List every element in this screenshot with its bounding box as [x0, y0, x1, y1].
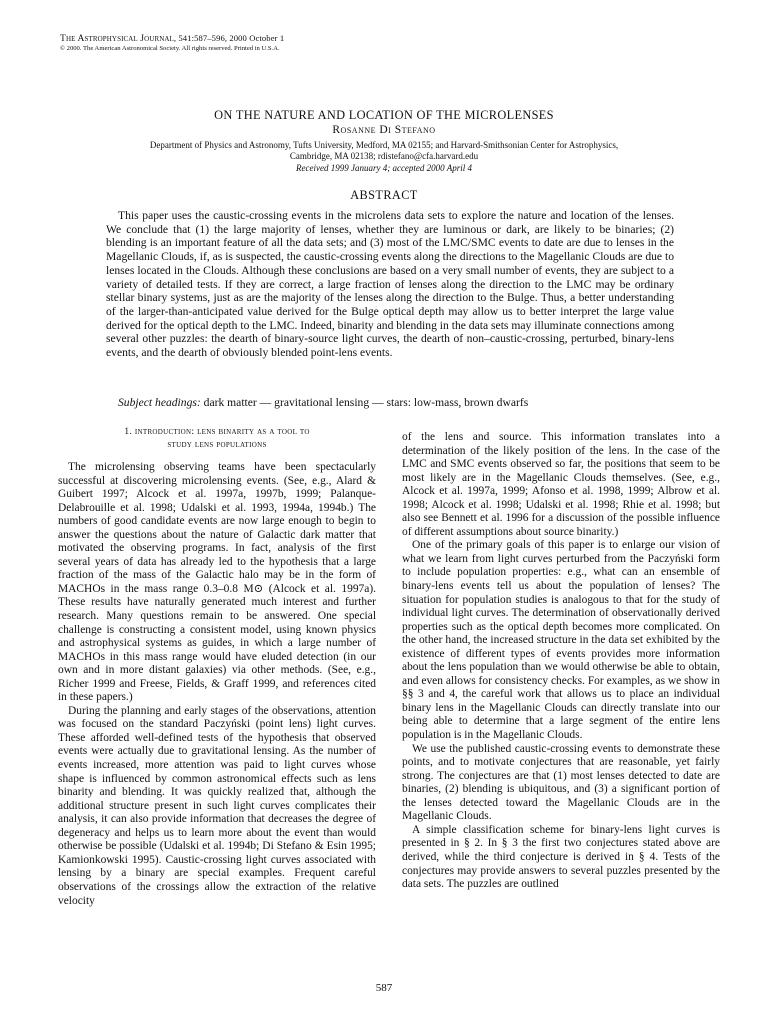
subject-headings: [106, 396, 674, 410]
paper-title: ON THE NATURE AND LOCATION OF THE MICROLENSES: [214, 108, 554, 122]
paragraph: During the planning and early stages of the observations, attention was focused on the standard Paczyński (point lens) light curves. These afforded well-defined tests of the hypothesis that observed events were actually due to gravitational lensing. As the number of events increased, more attention was paid to light curves whose shape is influenced by common astronomical effects such as lens binarity and blending. It was quickly realized that, although the additional structure present in such light curves complicates their analysis, it can also provide information that decreases the degree of degeneracy and helps us to learn more about the event than would otherwise be possible (Udalski et al. 1994b; Di Stefano & Esin 1995; Kamionkowski 1995). Caustic-crossing light curves associated with lensing by a binary are special examples. Frequent careful observations of the crossings allow the extraction of the relative velocity: [58, 704, 376, 907]
author-affiliation: [100, 140, 668, 162]
author-name: Rosanne Di Stefano: [332, 124, 436, 136]
paragraph: The microlensing observing teams have been spectacularly successful at discovering microlensing events. (See, e.g., Alard & Guibert 1997; Alcock et al. 1997a, 1997b, 1999; Palanque-Delabrouille et al. 1998; Udalski et al. 1993, 1994a, 1994b.) The numbers of good candidate events are now large enough to begin to answer the questions about the nature of Galactic dark matter that motivated the observing programs. In fact, analysis of the first several years of data has already led to the hypothesis that a large fraction of the mass of the Galactic halo may be in the form of MACHOs in the mass range 0.3–0.8 M⊙ (Alcock et al. 1997a). These results have naturally generated much interest and further research. Many questions remain to be answered. One special challenge is constructing a consistent model, using known physics and astrophysical systems as guides, in which a large number of MACHOs in this mass range would have eluded detection (in our own and in more distant galaxies) via other methods. (See, e.g., Richer 1999 and Freese, Fields, & Graff 1999, and references cited in these papers.): [58, 461, 376, 704]
affiliation-line-2: Cambridge, MA 02138; rdistefano@cfa.harvard.edu: [289, 151, 479, 161]
section-heading-line-1: 1. introduction: lens binarity as a tool to: [124, 426, 310, 437]
abstract-text: This paper uses the caustic-crossing events in the microlens data sets to explore the nature and location of the lenses. We conclude that (1) the large majority of lenses, whether they are luminous or dark, are likely to be binaries; (2) blending is an important feature of all the data sets; and (3) most of the LMC/SMC events to date are due to lenses in the Magellanic Clouds, if, as is suspected, the caustic-crossing events along the directions to the Magellanic Clouds are due to lenses located in the Clouds. Although these conclusions are based on a very small number of events, they are subject to a variety of detailed tests. If they are correct, a large fraction of lenses along the direction to the LMC may be ordinary stellar binary systems, just as are the majority of the lenses along the direction to the Bulge. Thus, a better understanding of the larger-than-anticipated value derived for the Bulge optical depth may allow us to better interpret the large value derived for the optical depth to the LMC. Indeed, binarity and blending in the data sets may illuminate connections among several other puzzles: the dearth of binary-source light curves, the dearth of non–caustic-crossing, perturbed, binary-lens events, and the dearth of obviously blended point-lens events.: [106, 209, 674, 360]
paragraph: One of the primary goals of this paper is to enlarge our vision of what we learn from light curves perturbed from the Paczyński form to include population properties: e.g., what can an ensemble of binary-lens events tell us about the population of lenses? The situation for population studies is analogous to that for the study of individual light curves. The determination of observationally derived properties such as the optical depth becomes more complicated. On the other hand, the increased structure in the data set exhibited by the existence of different types of events provides more information about the lens population than we would otherwise be able to obtain, and even allows for consistency checks. For examples, as we show in §§ 3 and 4, the careful work that allows us to place an individual binary lens in the Magellanic Clouds can directly translate into our being able to determine that a large segment of the entire lens population is in the Magellanic Clouds.: [402, 539, 720, 742]
affiliation-line-1: Department of Physics and Astronomy, Tufts University, Medford, MA 02155; and Harvard-Smithsonian Center for Astrophysics,: [149, 140, 619, 150]
left-column: [58, 425, 376, 908]
subject-headings-label: Subject headings:: [118, 396, 201, 409]
paragraph: of the lens and source. This information translates into a determination of the likely position of the lens. In the case of the LMC and SMC events observed so far, the positions that seem to be most likely are in the Magellanic Clouds themselves. (See, e.g., Alcock et al. 1997a, 1999; Afonso et al. 1998, 1999; Albrow et al. 1998; Alcock et al. 1998; Udalski et al. 1998; Rhie et al. 1998; but also see Bennett et al. 1996 for a discussion of the possible influence of different assumptions about source binarity.): [402, 431, 720, 538]
paragraph: We use the published caustic-crossing events to demonstrate these points, and to motivate conjectures that are reasonable, yet fairly strong. The conjectures are that (1) most lenses detected to date are binaries, (2) blending is ubiquitous, and (3) a significant portion of the lenses detected toward the Magellanic Clouds are in the Magellanic Clouds.: [402, 742, 720, 823]
paragraph: A simple classification scheme for binary-lens light curves is presented in § 2. In § 3 the first two conjectures stated above are derived, while the third conjecture is derived in § 4. Tests of the conjectures may provide answers to several puzzles presented by the data sets. The puzzles are outlined: [402, 823, 720, 891]
copyright-notice: © 2000. The American Astronomical Society. All rights reserved. Printed in U.S.A.: [60, 45, 280, 52]
journal-name: The Astrophysical Journal: [60, 33, 174, 44]
right-column: [402, 431, 720, 892]
abstract-heading: ABSTRACT: [350, 188, 418, 202]
running-header: [60, 33, 284, 53]
section-heading: [58, 425, 376, 451]
received-dates: Received 1999 January 4; accepted 2000 April 4: [295, 163, 473, 173]
section-heading-line-2: study lens populations: [167, 439, 267, 450]
journal-citation: [60, 33, 284, 44]
journal-reference: , 541:587–596, 2000 October 1: [173, 33, 285, 43]
subject-headings-list: dark matter — gravitational lensing — stars: low-mass, brown dwarfs: [203, 396, 529, 409]
page-number: 587: [375, 982, 393, 994]
